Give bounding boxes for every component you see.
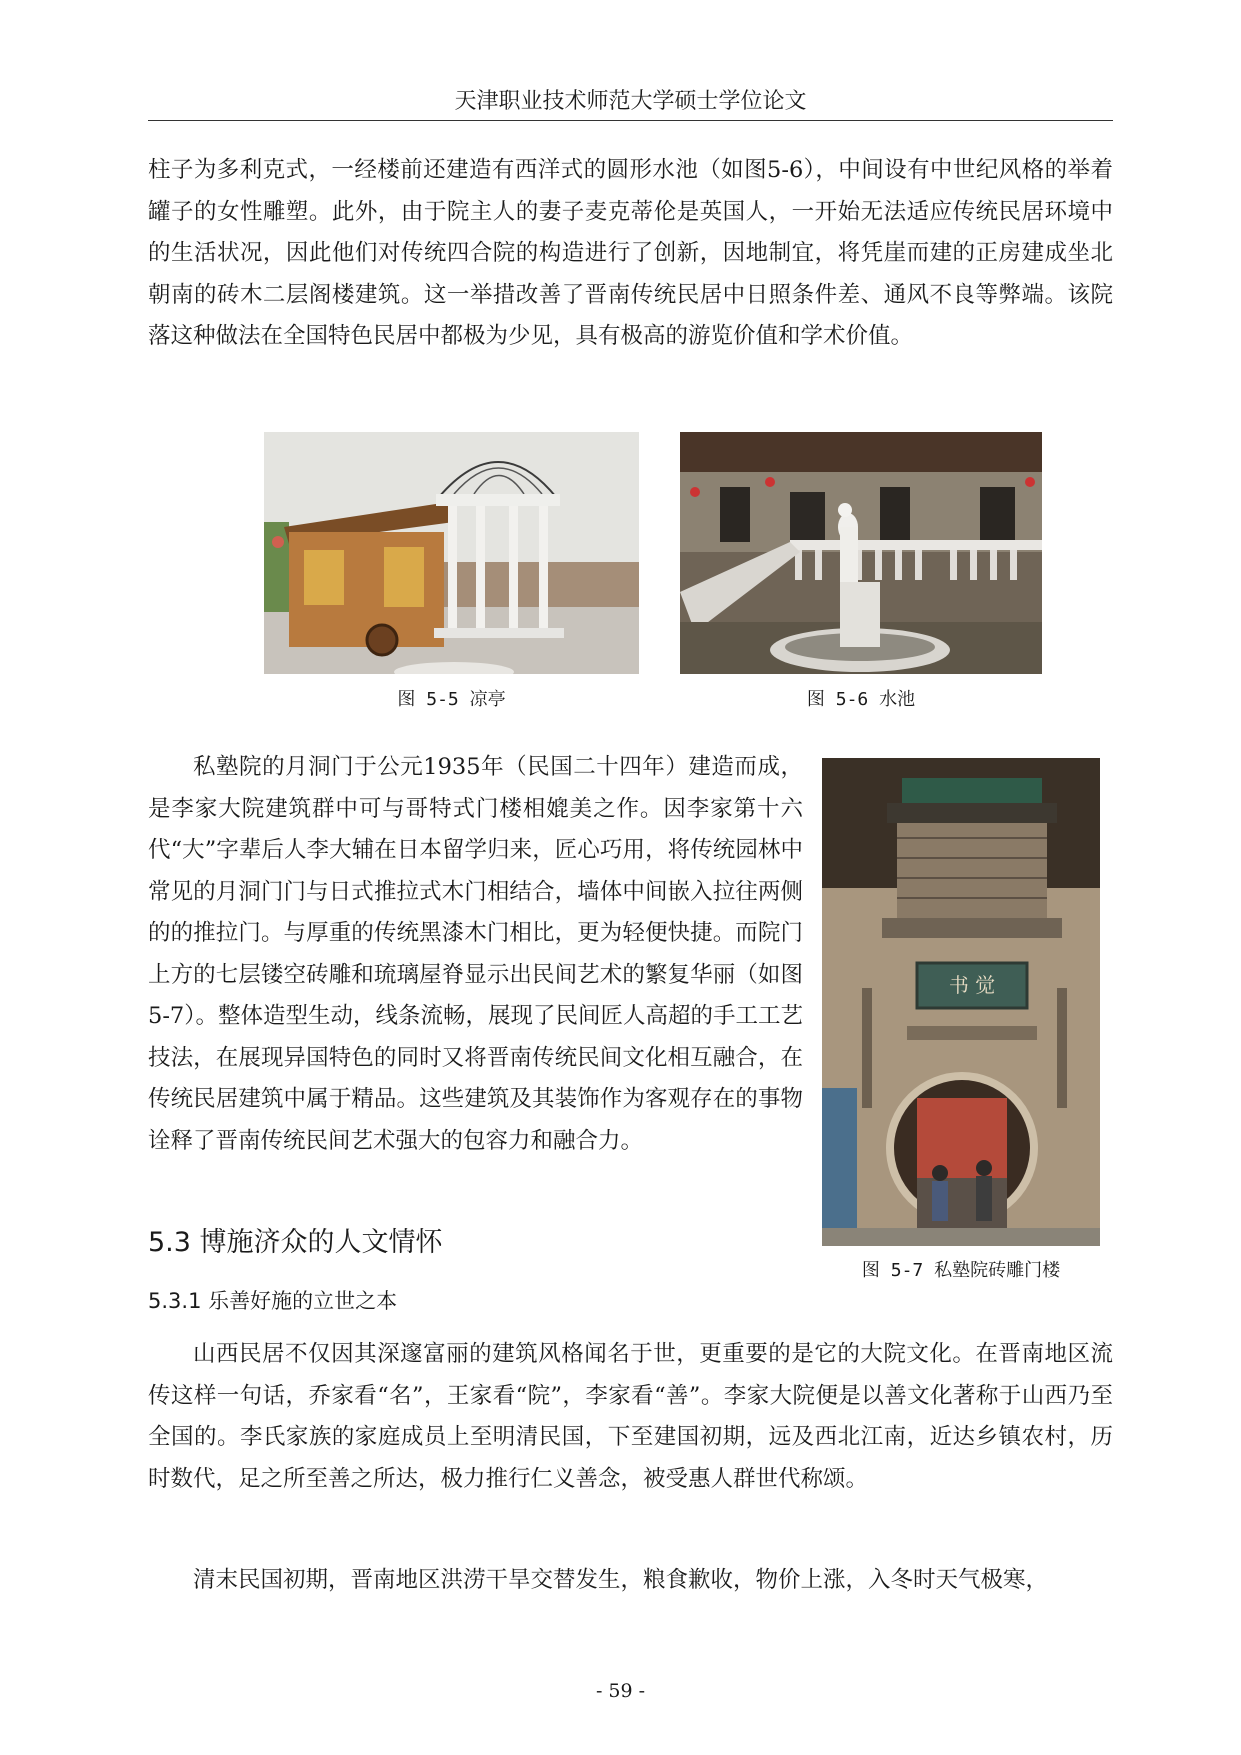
paragraph-3: 山西民居不仅因其深邃富丽的建筑风格闻名于世，更重要的是它的大院文化。在晋南地区流传这样一句话，乔家看“名”，王家看“院”，李家看“善”。李家大院便是以善文化著称于山西乃至全国的。李氏家族的家庭成员上至明清民国，下至建国初期，远及西北江南，近达乡镇农村，历时数代，足之所至善之所达，极力推行仁义善念，被受惠人群世代称颂。 <box>148 1341 1113 1492</box>
figure-5-7-caption: 图 5-7 私塾院砖雕门楼 <box>861 1260 1061 1281</box>
plaque-text: 书 觉 <box>948 973 996 997</box>
paragraph-1: 柱子为多利克式，一经楼前还建造有西洋式的圆形水池（如图5-6），中间设有中世纪风格的举着罐子的女性雕塑。此外，由于院主人的妻子麦克蒂伦是英国人，一开始无法适应传统民居环境中的生活状况，因此他们对传统四合院的构造进行了创新，因地制宜，将凭崖而建的正房建成坐北朝南的砖木二层阁楼建筑。这一举措改善了晋南传统民居中日照条件差、通风不良等弊端。该院落这种做法在全国特色民居中都极为少见，具有极高的游览价值和学术价值。 <box>148 157 1113 349</box>
figure-5-6-caption: 图 5-6 水池 <box>806 689 916 710</box>
page-number: - 59 - <box>595 1680 646 1702</box>
figure-5-6-photo <box>680 432 1042 674</box>
figure-5-5-caption: 图 5-5 凉亭 <box>397 689 506 710</box>
running-header: 天津职业技术师范大学硕士学位论文 <box>148 86 1113 121</box>
figure-5-7-photo <box>822 758 1100 1246</box>
section-heading: 5.3 博施济众的人文情怀 <box>148 1227 443 1258</box>
paragraph-2: 私塾院的月洞门于公元1935年（民国二十四年）建造而成，是李家大院建筑群中可与哥特式门楼相媲美之作。因李家第十六代“大”字辈后人李大辅在日本留学归来，匠心巧用，将传统园林中常见的月洞门门与日式推拉式木门相结合，墙体中间嵌入拉往两侧的的推拉门。与厚重的传统黑漆木门相比，更为轻便快捷。而院门上方的七层镂空砖雕和琉璃屋脊显示出民间艺术的繁复华丽（如图5-7）。整体造型生动，线条流畅，展现了民间匠人高超的手工工艺技法，在展现异国特色的同时又将晋南传统民间文化相互融合，在传统民居建筑中属于精品。这些建筑及其装饰作为客观存在的事物诠释了晋南传统民间艺术强大的包容力和融合力。 <box>148 754 803 1154</box>
subsection-heading: 5.3.1 乐善好施的立世之本 <box>148 1289 398 1313</box>
paragraph-4: 清末民国初期，晋南地区洪涝干旱交替发生，粮食歉收，物价上涨，入冬时天气极寒， <box>193 1567 1049 1593</box>
figure-5-5-photo <box>264 432 639 674</box>
